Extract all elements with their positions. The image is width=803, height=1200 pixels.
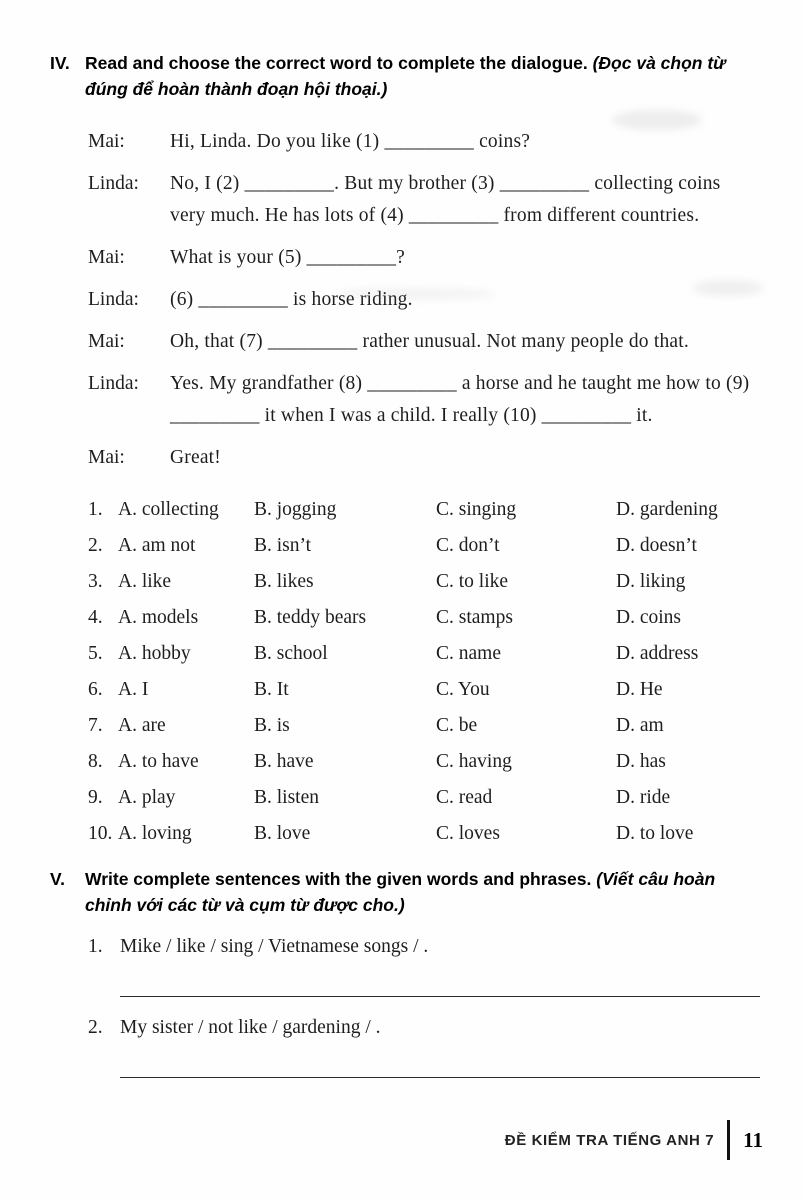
section-v-heading [50, 866, 760, 918]
option-d: D. address [616, 643, 699, 664]
dialogue [88, 126, 760, 474]
option-c: C. stamps [436, 607, 513, 628]
options-table [88, 492, 760, 852]
page-number: 11 [743, 1127, 763, 1152]
writing-item-text: Mike / like / sing / Vietnamese songs / . [120, 936, 429, 957]
option-a: A. collecting [118, 499, 219, 520]
writing-item-row [88, 1013, 760, 1043]
option-a: A. to have [118, 751, 199, 772]
option-c: C. don’t [436, 535, 500, 556]
option-number: 1. [88, 499, 103, 520]
option-c: C. having [436, 751, 512, 772]
option-number: 2. [88, 535, 103, 556]
option-d: D. liking [616, 571, 686, 592]
option-a: A. loving [118, 823, 192, 844]
option-a: A. hobby [118, 643, 191, 664]
section-iv-title-vi: (Đọc và chọn từ đúng để hoàn thành đoạn hội thoại.) [85, 53, 726, 99]
option-row [88, 780, 760, 816]
dialogue-speaker: Mai: [88, 247, 125, 268]
dialogue-speech: Great! [170, 447, 221, 468]
writing-item-number: 2. [88, 1017, 103, 1038]
option-b: B. listen [254, 787, 320, 808]
option-row [88, 636, 760, 672]
writing-item-row [88, 932, 760, 962]
option-b: B. teddy bears [254, 607, 367, 628]
option-c: C. to like [436, 571, 509, 592]
option-d: D. to love [616, 823, 694, 844]
option-d: D. coins [616, 607, 681, 628]
option-d: D. doesn’t [616, 535, 697, 556]
writing-item-text: My sister / not like / gardening / . [120, 1017, 381, 1038]
option-d: D. ride [616, 787, 671, 808]
dialogue-speaker: Linda: [88, 373, 139, 394]
option-d: D. am [616, 715, 664, 736]
option-b: B. is [254, 715, 290, 736]
section-v-title-en: Write complete sentences with the given words and phrases. [85, 869, 597, 889]
dialogue-speech: Yes. My grandfather (8) _________ a horse and he taught me how to (9) _________ it when I was a child. I really (10) _________ it. [170, 373, 750, 426]
option-b: B. jogging [254, 499, 337, 520]
option-row [88, 708, 760, 744]
writing-items [88, 932, 760, 1078]
section-v-number: V. [50, 869, 65, 889]
option-number: 9. [88, 787, 103, 808]
option-c: C. read [436, 787, 493, 808]
option-b: B. likes [254, 571, 314, 592]
option-b: B. love [254, 823, 311, 844]
option-c: C. You [436, 679, 490, 700]
option-c: C. loves [436, 823, 500, 844]
section-iv-heading [50, 50, 760, 102]
option-row [88, 816, 760, 852]
option-row [88, 528, 760, 564]
option-row [88, 672, 760, 708]
option-b: B. It [254, 679, 289, 700]
option-a: A. models [118, 607, 199, 628]
writing-item [88, 1013, 760, 1078]
option-d: D. has [616, 751, 666, 772]
footer-divider [727, 1120, 730, 1160]
dialogue-speaker: Mai: [88, 131, 125, 152]
dialogue-speaker: Mai: [88, 331, 125, 352]
dialogue-speech: Oh, that (7) _________ rather unusual. Not many people do that. [170, 331, 689, 352]
option-a: A. play [118, 787, 176, 808]
dialogue-speech: No, I (2) _________. But my brother (3) _________ collecting coins very much. He has lots of (4) _________ from different countries. [170, 173, 721, 226]
option-row [88, 600, 760, 636]
option-row [88, 564, 760, 600]
option-number: 8. [88, 751, 103, 772]
option-a: A. like [118, 571, 172, 592]
section-iv-title [85, 50, 760, 102]
option-b: B. have [254, 751, 314, 772]
option-row [88, 492, 760, 528]
dialogue-speech: What is your (5) _________? [170, 247, 406, 268]
option-d: D. gardening [616, 499, 718, 520]
answer-line [120, 1077, 760, 1078]
option-number: 3. [88, 571, 103, 592]
option-a: A. am not [118, 535, 196, 556]
answer-line [120, 996, 760, 997]
option-b: B. isn’t [254, 535, 312, 556]
option-a: A. I [118, 679, 149, 700]
dialogue-speaker: Mai: [88, 447, 125, 468]
book-title: ĐỀ KIỂM TRA TIẾNG ANH 7 [504, 1131, 715, 1149]
option-c: C. name [436, 643, 501, 664]
dialogue-speaker: Linda: [88, 289, 139, 310]
dialogue-speech: Hi, Linda. Do you like (1) _________ coins? [170, 131, 531, 152]
writing-item-number: 1. [88, 936, 103, 957]
option-number: 7. [88, 715, 103, 736]
option-d: D. He [616, 679, 663, 700]
option-row [88, 744, 760, 780]
option-number: 5. [88, 643, 103, 664]
section-iv [50, 50, 760, 852]
option-number: 6. [88, 679, 103, 700]
section-v-title-vi: (Viết câu hoàn chỉnh với các từ và cụm từ được cho.) [85, 869, 716, 915]
option-b: B. school [254, 643, 328, 664]
section-iv-title-en: Read and choose the correct word to complete the dialogue. [85, 53, 593, 73]
section-v [50, 866, 760, 1078]
option-number: 10. [88, 823, 113, 844]
page-footer [505, 1120, 763, 1160]
option-c: C. singing [436, 499, 517, 520]
option-c: C. be [436, 715, 478, 736]
writing-item [88, 932, 760, 997]
dialogue-speaker: Linda: [88, 173, 139, 194]
option-a: A. are [118, 715, 166, 736]
section-iv-number: IV. [50, 53, 70, 73]
section-v-title [85, 866, 760, 918]
option-number: 4. [88, 607, 103, 628]
dialogue-speech: (6) _________ is horse riding. [170, 289, 413, 310]
